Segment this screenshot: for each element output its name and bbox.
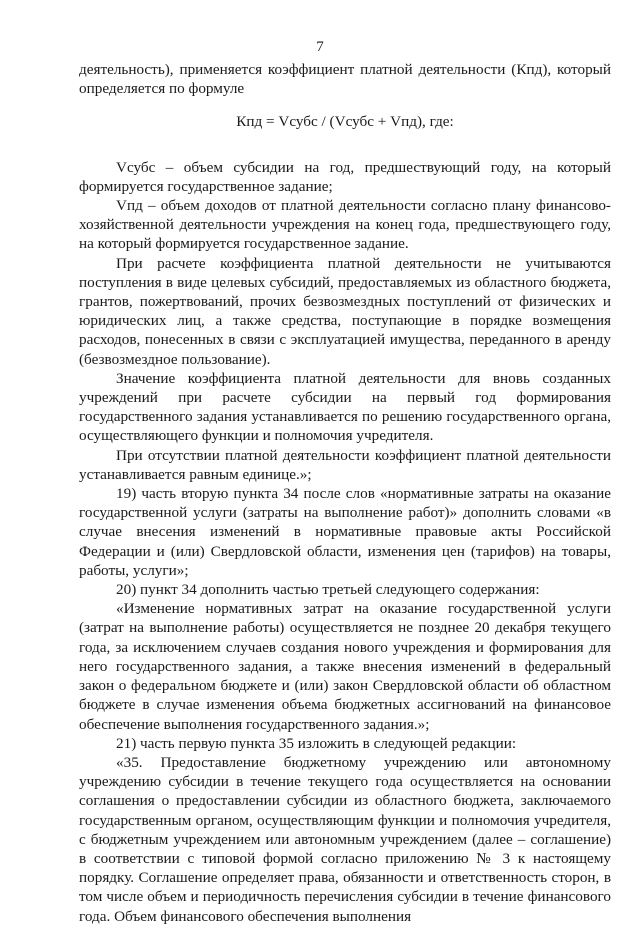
- paragraph-new-institutions: Значение коэффициента платной деятельности для вновь созданных учреждений при расчете субсидии на первый год формирования государственного задания устанавливается по решению государственного органа, осуществляющего функции и полномочия учредителя.: [79, 369, 611, 445]
- paragraph-item-20-text: «Изменение нормативных затрат на оказание государственной услуги (затрат на выполнение работы) осуществляется не позднее 20 декабря текущего года, за исключением случаев создания нового учреждения и формирования для него государственного задания, а также внесения изменений в федеральный закон о федеральном бюджете и (или) закон Свердловской области об областном бюджете в случае изменения объема бюджетных ассигнований на финансовое обеспечение выполнения государственного задания.»;: [79, 600, 611, 733]
- formula: Кпд = Vсубс / (Vсубс + Vпд), где:: [236, 113, 454, 131]
- paragraph-item-35-text: «35. Предоставление бюджетному учреждению или автономному учреждению субсидии в течение текущего года осуществляется на основании соглашения о предоставлении субсидии из областного бюджета, заключаемого государственным органом, осуществляющим функции и полномочия учредителя, с бюджетным учреждением или автономным учреждением (далее – соглашение) в соответствии с типовой формой согласно приложению № 3 к настоящему порядку. Соглашение определяет права, обязанности и ответственность сторон, в том числе объем и периодичность перечисления субсидии в течение финансового года. Объем финансового обеспечения выполнения: [79, 753, 611, 925]
- paragraph-calculation-exclusions: При расчете коэффициента платной деятельности не учитываются поступления в виде целевых субсидий, предоставляемых из областного бюджета, грантов, пожертвований, прочих безвозмездных поступлений от физических и юридических лиц, а также средства, поступающие в порядке возмещения расходов, понесенных в связи с эксплуатацией имущества, переданного в аренду (безвозмездное пользование).: [79, 254, 611, 368]
- paragraph-vpd-definition: Vпд – объем доходов от платной деятельности согласно плану финансово-хозяйственной деятельности учреждения на конец года, предшествующего году, на который формируется государственное задание.: [79, 197, 611, 253]
- paragraph-no-paid-activity: При отсутствии платной деятельности коэффициент платной деятельности устанавливается равным единице.»;: [79, 446, 611, 483]
- paragraph-continuation: деятельность), применяется коэффициент платной деятельности (Кпд), который определяется по формуле: [79, 61, 611, 98]
- paragraph-vsubs-definition: Vсубс – объем субсидии на год, предшествующий году, на который формируется государственное задание;: [79, 158, 611, 195]
- paragraph-item-20: 20) пункт 34 дополнить частью третьей следующего содержания:: [116, 581, 540, 599]
- document-body: [79, 60, 611, 926]
- page-number: 7: [316, 39, 324, 55]
- paragraph-item-21: 21) часть первую пункта 35 изложить в следующей редакции:: [116, 734, 517, 752]
- paragraph-item-19: 19) часть вторую пункта 34 после слов «нормативные затраты на оказание государственной услуги (затраты на выполнение работ)» дополнить словами «в случае внесения изменений в нормативные правовые акты Российской Федерации и (или) Свердловской области, изменения цен (тарифов) на товары, работы, услуги»;: [79, 485, 611, 579]
